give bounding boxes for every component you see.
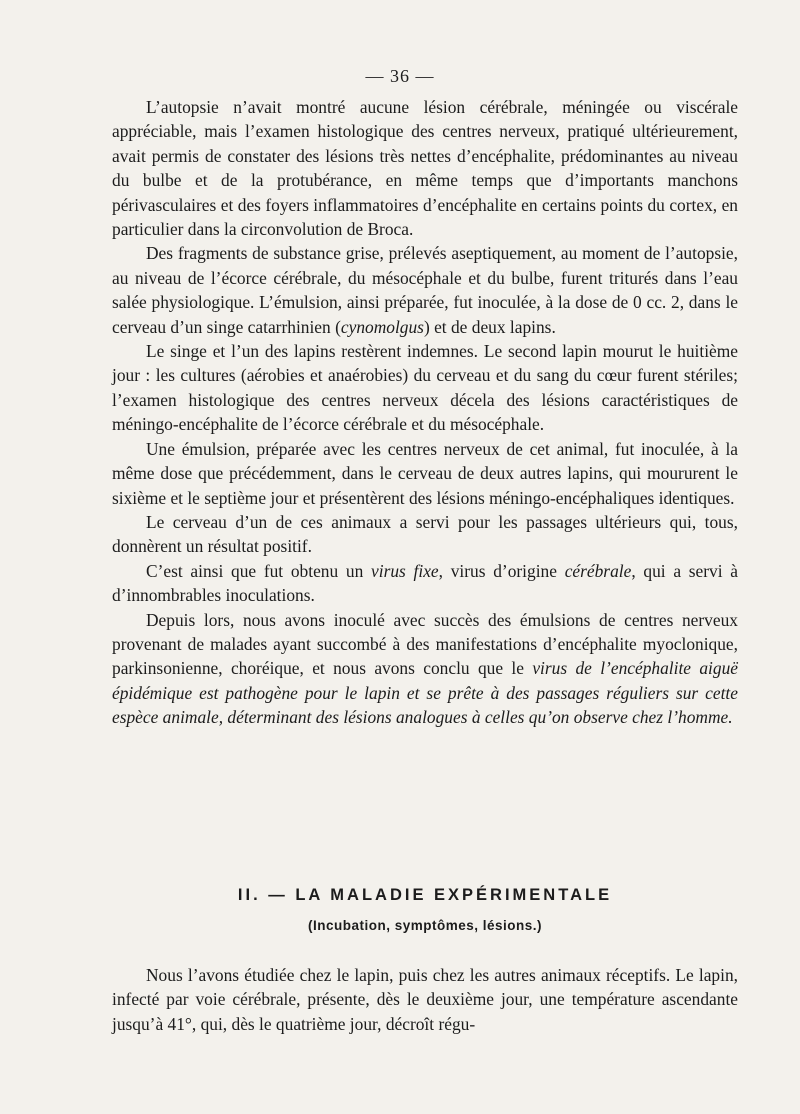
text-run: C’est ainsi que fut obtenu un: [146, 560, 372, 581]
paragraph: [112, 95, 738, 241]
paragraph: [112, 963, 738, 1036]
paragraph: [112, 559, 738, 608]
text-run: Depuis lors, nous avons inoculé avec succès des émulsions de centres nerveux provenant de malades ayant succombé à des manifestations d’encéphalite myoclonique, parkinsonienne, choréique, et nous avons conclu que le: [112, 609, 738, 679]
paragraph: [112, 241, 738, 339]
paragraph: [112, 339, 738, 437]
italic-text: cérébrale: [564, 560, 632, 581]
text-run: Le singe et l’un des lapins restèrent indemnes. Le second lapin mourut le huitième jour : les cultures (aérobies et anaérobies) du cerveau et du sang du cœur furent stériles; l’examen histologique des centres nerveux décela des lésions caractéristiques de méningo-encéphalite de l’écorce cérébrale et du mésocéphale.: [112, 341, 738, 435]
paragraph: [112, 510, 738, 559]
italic-text: cynomolgus: [340, 316, 424, 337]
italic-text: virus de l’encéphalite aiguë épidémique est pathogène pour le lapin et se prête à des passages réguliers sur cette espèce animale, déterminant des lésions analogues à celles qu’on observe chez l’homme.: [112, 658, 738, 728]
text-run: , virus d’origine: [438, 560, 565, 581]
page-number: — 36 —: [365, 66, 435, 86]
text-run: Une émulsion, préparée avec les centres nerveux de cet animal, fut inoculée, à la même dose que précédemment, dans le cerveau de deux autres lapins, qui moururent le sixième et le septième jour et présentèrent des lésions méningo-encéphaliques identiques.: [112, 438, 738, 508]
body-text-continued: [112, 963, 738, 1036]
text-run: L’autopsie n’avait montré aucune lésion cérébrale, méningée ou viscérale appréciable, mais l’examen histologique des centres nerveux, pratiqué ultérieurement, avait permis de constater des lésions très nettes d’encéphalite, prédominantes au niveau du bulbe et de la protubérance, en même temps que d’importants manchons périvasculaires et des foyers inflammatoires d’encéphalite en certains points du cortex, en particulier dans la circonvolution de Broca.: [112, 97, 738, 240]
italic-text: virus fixe: [371, 560, 439, 581]
section-title: II. — LA MALADIE EXPÉRIMENTALE: [237, 886, 613, 904]
text-run: Des fragments de substance grise, prélevés aseptiquement, au moment de l’autopsie, au niveau de l’écorce cérébrale, du mésocéphale et du bulbe, furent triturés dans l’eau salée physiologique. L’émulsion, ainsi préparée, fut inoculée, à la dose de 0 cc. 2, dans le cerveau d’un singe catarrhinien (: [112, 243, 738, 337]
text-run: Nous l’avons étudiée chez le lapin, puis chez les autres animaux réceptifs. Le lapin, infecté par voie cérébrale, présente, dès le deuxième jour, une température ascendante jusqu’à 41°, qui, dès le quatrième jour, décroît régu-: [112, 965, 738, 1034]
text-run: ) et de deux lapins.: [423, 316, 556, 337]
text-run: Le cerveau d’un de ces animaux a servi pour les passages ultérieurs qui, tous, donnèrent un résultat positif.: [112, 511, 738, 557]
body-text: [112, 95, 738, 730]
section-subtitle: (Incubation, symptômes, lésions.): [307, 918, 543, 933]
text-run: , qui a servi à d’innombrables inoculations.: [112, 560, 739, 606]
paragraph: [112, 608, 738, 730]
paragraph: [112, 437, 738, 510]
